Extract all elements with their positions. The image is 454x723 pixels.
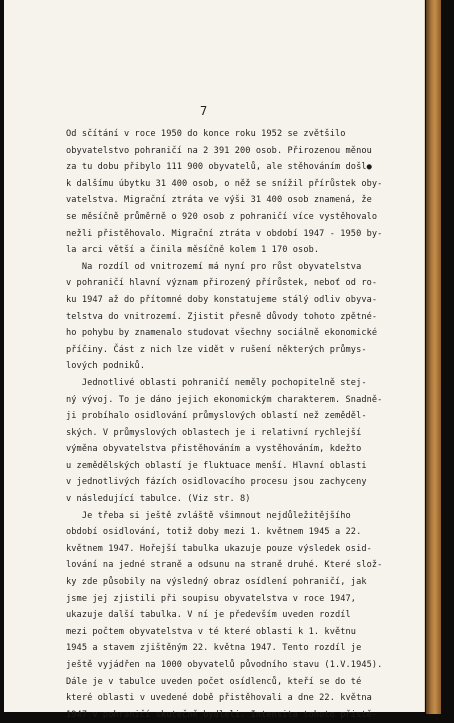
- text-line: lových podniků.: [66, 361, 146, 372]
- text-line: květnem 1947. Hořejší tabulka ukazuje pouze výsledek osid-: [66, 543, 372, 554]
- document-page: [4, 0, 425, 720]
- text-line: ku 1947 až do přítomné doby konstatujeme stálý odliv obyva-: [66, 294, 378, 305]
- text-line: období osidlování, totiž doby mezi 1. květnem 1945 a 22.: [66, 527, 362, 538]
- text-line: ských. V průmyslových oblastech je i relativní rychlejší: [66, 427, 362, 438]
- text-line: telstva do vnitrozemí. Zjistit přesně důvody tohoto zpětné-: [66, 311, 378, 322]
- text-line: Na rozdíl od vnitrozemí má nyní pro růst obyvatelstva: [66, 261, 362, 272]
- text-line: se měsíčně průměrně o 920 osob z pohraničí více vystěhovalo: [66, 211, 378, 222]
- text-line: které oblasti v uvedené době přistěhovali a dne 22. května: [66, 693, 372, 704]
- text-line: 1945 a stavem zjištěným 22. května 1947. Tento rozdíl je: [66, 643, 362, 654]
- text-line: ný vývoj. To je dáno jejich ekonomickým charakterem. Snadně-: [66, 394, 383, 405]
- text-line: k dalšímu úbytku 31 400 osob, o něž se snížil přírůstek oby-: [66, 178, 383, 189]
- text-line: ještě vyjádřen na 1000 obyvatelů původního stavu (1.V.1945).: [66, 660, 383, 670]
- text-line: nežli přistěhovalo. Migrační ztráta v období 1947 - 1950 by-: [66, 228, 383, 239]
- text-line: 1947 v pohraničí skutečně bydleli. Intensita tohoto přistě-: [66, 709, 378, 720]
- text-line: Jednotlivé oblasti pohraničí neměly pochopitelně stej-: [66, 377, 367, 388]
- text-line: ho pohybu by znamenalo studovat všechny sociálně ekonomické: [66, 328, 378, 339]
- text-line: ky zde působily na výsledný obraz osídlení pohraničí, jak: [66, 577, 367, 588]
- text-line: v jednotlivých fázích osidlovacího procesu jsou zachyceny: [66, 477, 367, 488]
- text-line: příčiny. Část z nich lze vidět v rušení některých průmys-: [66, 344, 367, 355]
- text-line: výměna obyvatelstva přistěhováním a vystěhováním, kdežto: [66, 444, 362, 455]
- text-line: u zemědělských oblastí je fluktuace menší. Hlavní oblasti: [66, 460, 367, 471]
- text-line: ukazuje další tabulka. V ní je především uveden rozdíl: [66, 610, 351, 621]
- text-line: v pohraničí hlavní význam přirozený přírůstek, neboť od ro-: [66, 278, 378, 289]
- text-line: lování na jedné straně a odsunu na straně druhé. Které slož-: [66, 560, 383, 571]
- text-line: Od sčítání v roce 1950 do konce roku 1952 se zvětšilo: [66, 129, 346, 139]
- page-number: 7: [200, 104, 208, 118]
- text-line: Dále je v tabulce uveden počet osídlenců, kteří se do té: [66, 676, 362, 687]
- text-line: mezi počtem obyvatelstva v té které oblasti k 1. květnu: [66, 626, 357, 637]
- text-line: za tu dobu přibylo 111 900 obyvatelů, ale stěhováním došl●: [66, 162, 372, 173]
- text-line: jsme jej zjistili při soupisu obyvatelstva v roce 1947,: [66, 593, 357, 604]
- text-line: obyvatelstvo pohraničí na 2 391 200 osob. Přirozenou měnou: [66, 145, 372, 156]
- text-line: v následující tabulce. (Viz str. 8): [66, 494, 251, 505]
- body-text: [66, 126, 416, 723]
- text-line: ji probíhalo osidlování průmyslových oblastí než zeměděl-: [66, 411, 367, 422]
- text-line: vatelstva. Migrační ztráta ve výši 31 400 osob znamená, že: [66, 195, 372, 206]
- book-binding-edge: [426, 0, 441, 714]
- text-line: Je třeba si ještě zvláště všimnout nejdůležitějšího: [66, 510, 351, 521]
- text-line: la arci větší a činila měsíčně kolem 1 170 osob.: [66, 245, 320, 256]
